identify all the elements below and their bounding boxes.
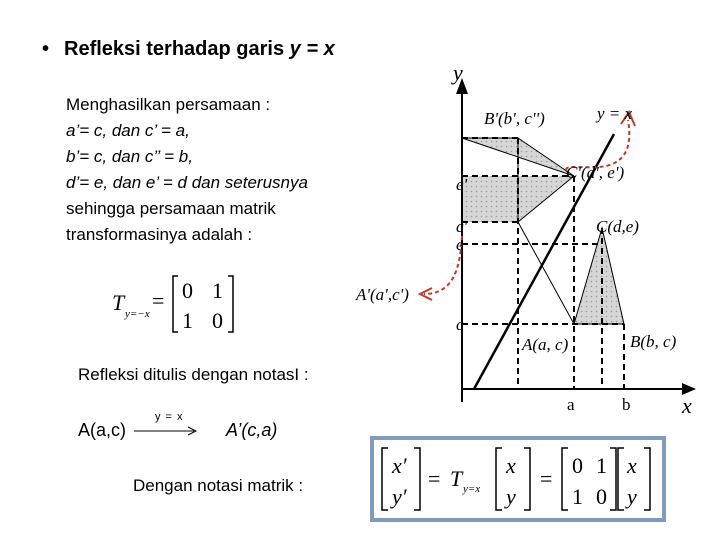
m-cell-10: 1 bbox=[572, 484, 583, 509]
line-label: y = x bbox=[597, 104, 633, 123]
body-line-4: d’= e, dan e’ = d dan seterusnya bbox=[66, 173, 308, 192]
eq-T-subscript: y=x bbox=[463, 483, 481, 495]
eq-sign-1: = bbox=[428, 466, 441, 491]
x-tick-b: b bbox=[622, 395, 631, 414]
rhs1-x: x bbox=[506, 453, 516, 478]
x-axis-label: x bbox=[682, 393, 692, 418]
body-line-5: sehingga persamaan matrik bbox=[66, 199, 276, 218]
matrix-cell-10: 1 bbox=[182, 308, 193, 333]
notation-arrow-label: y = x bbox=[155, 411, 184, 423]
body-line-6: transformasinya adalah : bbox=[66, 225, 253, 244]
matrix-equals: = bbox=[152, 288, 165, 313]
matrix-T-label: T bbox=[112, 290, 125, 315]
point-b-prime-label: B'(b', c'') bbox=[484, 109, 545, 128]
point-b-label: B(b, c) bbox=[630, 332, 677, 351]
matrix-cell-11: 0 bbox=[212, 308, 223, 333]
bullet-icon: • bbox=[42, 38, 50, 60]
lhs-x-prime: x′ bbox=[392, 453, 407, 478]
original-triangle bbox=[574, 228, 624, 324]
point-c-label: C(d,e) bbox=[596, 217, 639, 236]
x-tick-a: a bbox=[567, 395, 575, 414]
connector-edge bbox=[518, 222, 574, 324]
eq-T: T bbox=[450, 466, 463, 491]
notation-caption: Refleksi ditulis dengan notasI : bbox=[78, 365, 309, 384]
y-tick-c-prime: c' bbox=[456, 217, 468, 236]
title-prefix: Refleksi terhadap garis bbox=[64, 38, 290, 60]
m-cell-00: 0 bbox=[572, 453, 583, 478]
lhs-y-prime: y′ bbox=[392, 484, 407, 509]
y-tick-e-prime: e' bbox=[456, 175, 468, 194]
body-line-2: a’= c, dan c’ = a, bbox=[66, 121, 190, 140]
body-line-1: Menghasilkan persamaan : bbox=[66, 95, 271, 114]
notation-to-point: A’(c,a) bbox=[226, 420, 278, 440]
body-line-3: b’= c, dan c’’ = b, bbox=[66, 147, 193, 166]
notation-from-point: A(a,c) bbox=[78, 420, 127, 440]
rhs2-y: y bbox=[627, 484, 637, 509]
m-cell-01: 1 bbox=[596, 453, 607, 478]
title-equation: y = x bbox=[289, 38, 335, 60]
point-a-prime-label: A'(a',c') bbox=[356, 285, 409, 304]
eq-sign-2: = bbox=[540, 466, 553, 491]
y-tick-e: e bbox=[456, 235, 464, 254]
matrix-cell-00: 0 bbox=[182, 278, 193, 303]
point-a-label: A(a, c) bbox=[522, 335, 569, 354]
matrix-notation-caption: Dengan notasi matrik : bbox=[133, 476, 304, 495]
rhs1-y: y bbox=[506, 484, 516, 509]
y-tick-c: c bbox=[456, 315, 464, 334]
point-c-prime-label: C'(d', e') bbox=[566, 163, 625, 182]
matrix-cell-01: 1 bbox=[212, 278, 223, 303]
matrix-T-subscript: y=−x bbox=[125, 308, 150, 320]
rhs2-x: x bbox=[627, 453, 637, 478]
y-axis-label: y bbox=[453, 60, 463, 85]
m-cell-11: 0 bbox=[596, 484, 607, 509]
